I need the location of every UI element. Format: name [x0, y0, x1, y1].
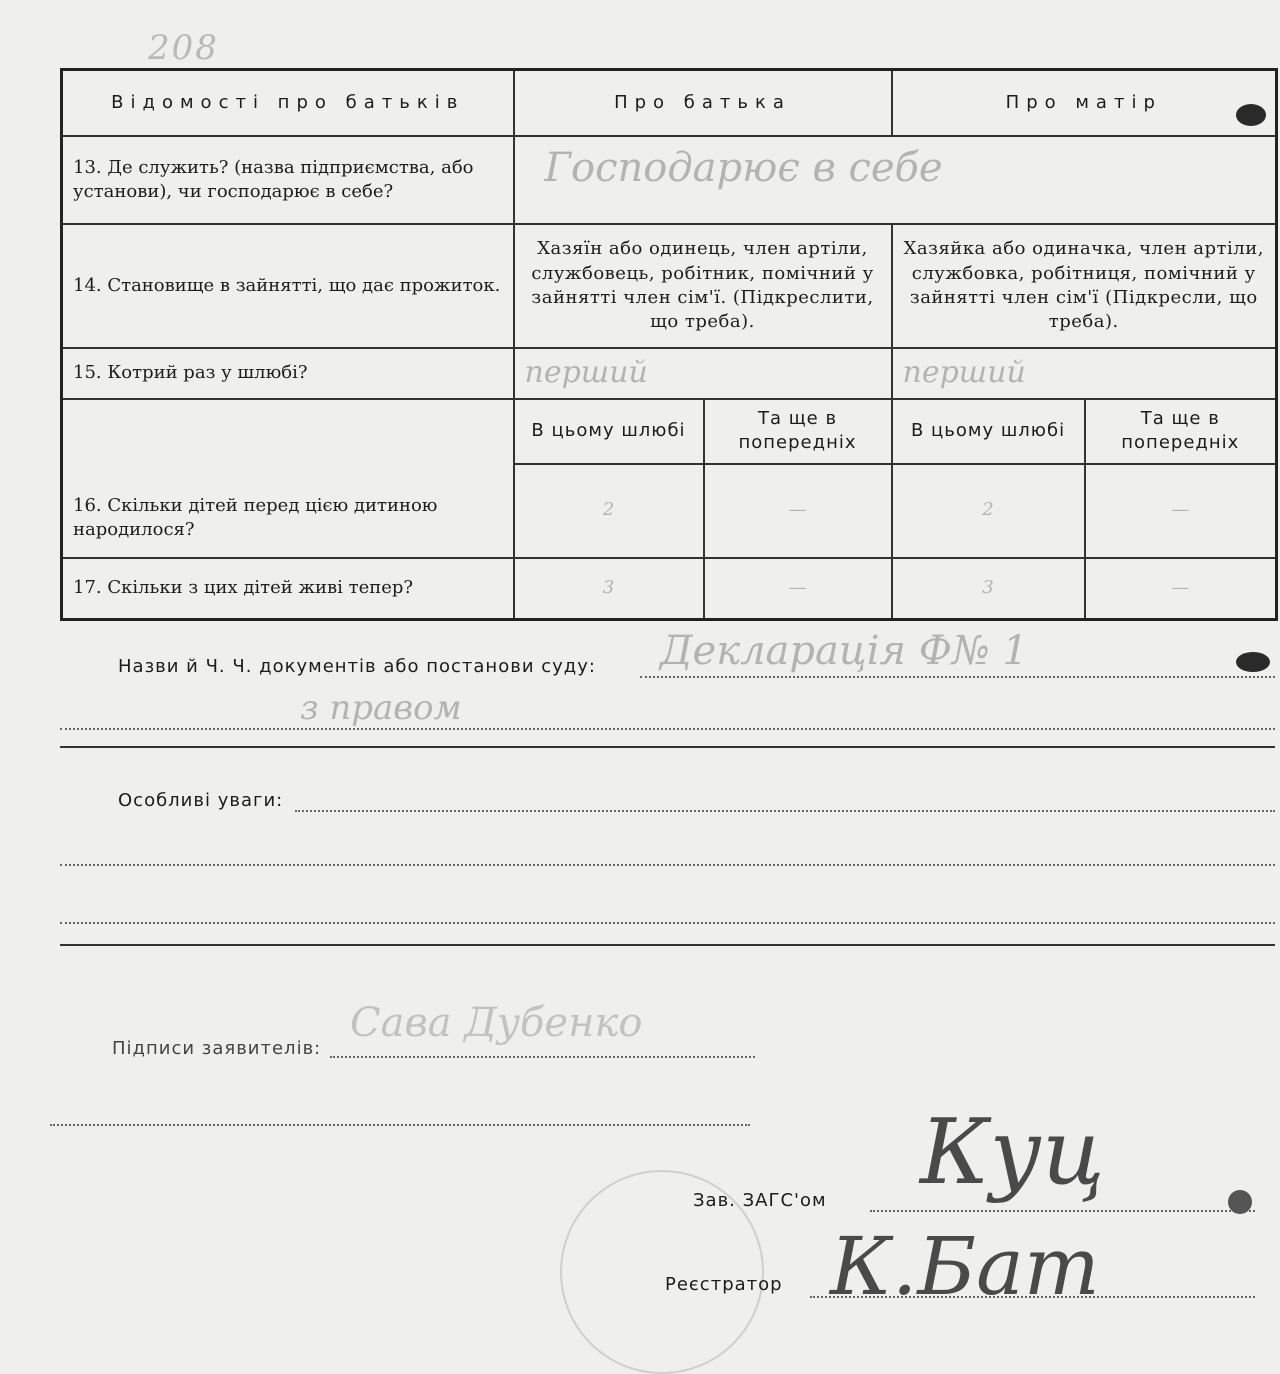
children-born-father-this: 2 [514, 464, 704, 558]
children-alive-mother-prev: — [1085, 558, 1277, 620]
question-16: 16. Скільки дітей перед цією дитиною народилося? [62, 399, 514, 558]
documents-handwritten-2: з правом [300, 688, 462, 728]
question-15: 15. Котрий раз у шлюбі? [62, 348, 514, 399]
children-born-father-prev: — [704, 464, 892, 558]
answer-13-handwritten: Господарює в себе [544, 145, 943, 191]
children-alive-father-prev: — [704, 558, 892, 620]
father-occupation-options: Хазяїн або одинець, член артіли, службовець, робітник, помічний у зайнятті член сім'ї. (Підкреслити, що треба). [514, 224, 892, 348]
applicants-signature: Сава Дубенко [350, 1000, 643, 1046]
applicants-label: Підписи заявителів: [112, 1038, 322, 1059]
mother-marriage-count: перший [902, 355, 1026, 390]
subheader-father-this-marriage: В цьому шлюбі [514, 399, 704, 464]
mother-occupation-options: Хазяйка або одиначка, член артіли, службовка, робітниця, помічний у зайнятті член сім'ї (Підкресли, що треба). [892, 224, 1277, 348]
remarks-label: Особливі уваги: [118, 790, 284, 811]
question-14: 14. Становище в зайнятті, що дає прожиток. [62, 224, 514, 348]
documents-handwritten-1: Декларація Ф№ 1 [660, 628, 1028, 674]
subheader-mother-previous: Та ще в попередніх [1085, 399, 1277, 464]
zags-head-label: Зав. ЗАГС'ом [693, 1190, 827, 1211]
registrar-signature: К.Бат [830, 1220, 1100, 1313]
registrar-label: Реєстратор [665, 1274, 783, 1295]
zags-head-signature: Куц [920, 1100, 1105, 1205]
parents-info-table [60, 68, 1278, 621]
question-13: 13. Де служить? (назва підприємства, або установи), чи господарює в себе? [62, 136, 514, 224]
father-marriage-count: перший [524, 355, 648, 390]
children-born-mother-this: 2 [892, 464, 1085, 558]
children-alive-father-this: 3 [514, 558, 704, 620]
header-mother: Про матір [892, 70, 1277, 137]
header-father: Про батька [514, 70, 892, 137]
subheader-mother-this-marriage: В цьому шлюбі [892, 399, 1085, 464]
subheader-father-previous: Та ще в попередніх [704, 399, 892, 464]
header-parents-info: Відомості про батьків [62, 70, 514, 137]
question-17: 17. Скільки з цих дітей живі тепер? [62, 558, 514, 620]
documents-label: Назви й Ч. Ч. документів або постанови суду: [118, 656, 596, 677]
page-number: 208 [148, 28, 219, 68]
children-born-mother-prev: — [1085, 464, 1277, 558]
children-alive-mother-this: 3 [892, 558, 1085, 620]
